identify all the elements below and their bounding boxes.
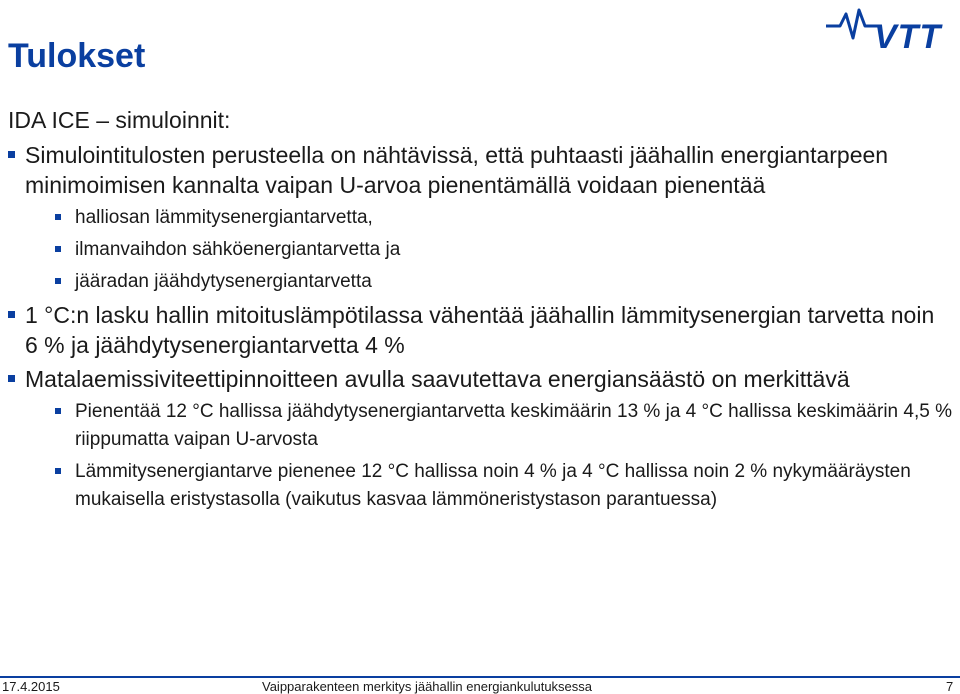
bullet-text: Matalaemissiviteettipinnoitteen avulla saavutettava energiansäästö on merkittävä [25,366,850,392]
logo-text: VTT [874,18,942,56]
bullet-text: 1 °C:n lasku hallin mitoituslämpötilassa vähentää jäähallin lämmitysenergian tarvetta noin 6 % ja jäähdytysenergiantarvetta 4 % [25,302,935,358]
sub-list-item: Lämmitysenergiantarve pienenee 12 °C hallissa noin 4 % ja 4 °C hallissa noin 2 % nykymääräysten mukaisella eristystasolla (vaikutus kasvaa lämmöneristystason parantuessa) [55,458,953,514]
bullet-text: Simulointitulosten perusteella on nähtävissä, että puhtaasti jäähallin energiantarpeen minimoimisen kannalta vaipan U-arvoa pienentämällä voidaan pienentää [25,142,889,198]
sub-list-item: jääradan jäähdytysenergiantarvetta [55,268,953,296]
list-item [8,140,953,296]
logo-pulse-icon [826,10,878,38]
intro-text: IDA ICE – simuloinnit: [8,107,231,133]
list-item [8,300,953,360]
sub-list-item: Pienentää 12 °C hallissa jäähdytysenergiantarvetta keskimäärin 13 % ja 4 °C hallissa keskimäärin 4,5 % riippumatta vaipan U-arvosta [55,398,953,454]
slide-title: Tulokset [8,37,146,75]
footer-divider [0,676,960,678]
slide-body [8,104,953,518]
sub-list-item: ilmanvaihdon sähköenergiantarvetta ja [55,236,953,264]
sub-bullet-list [55,398,953,514]
footer-title: Vaipparakenteen merkitys jäähallin energiankulutuksessa [262,679,593,694]
sub-bullet-list [55,204,953,296]
footer-date: 17.4.2015 [2,679,60,694]
sub-list-item: halliosan lämmitysenergiantarvetta, [55,204,953,232]
page-number: 7 [946,679,954,694]
bullet-list [8,140,953,514]
list-item [8,364,953,514]
vtt-logo [826,4,958,56]
